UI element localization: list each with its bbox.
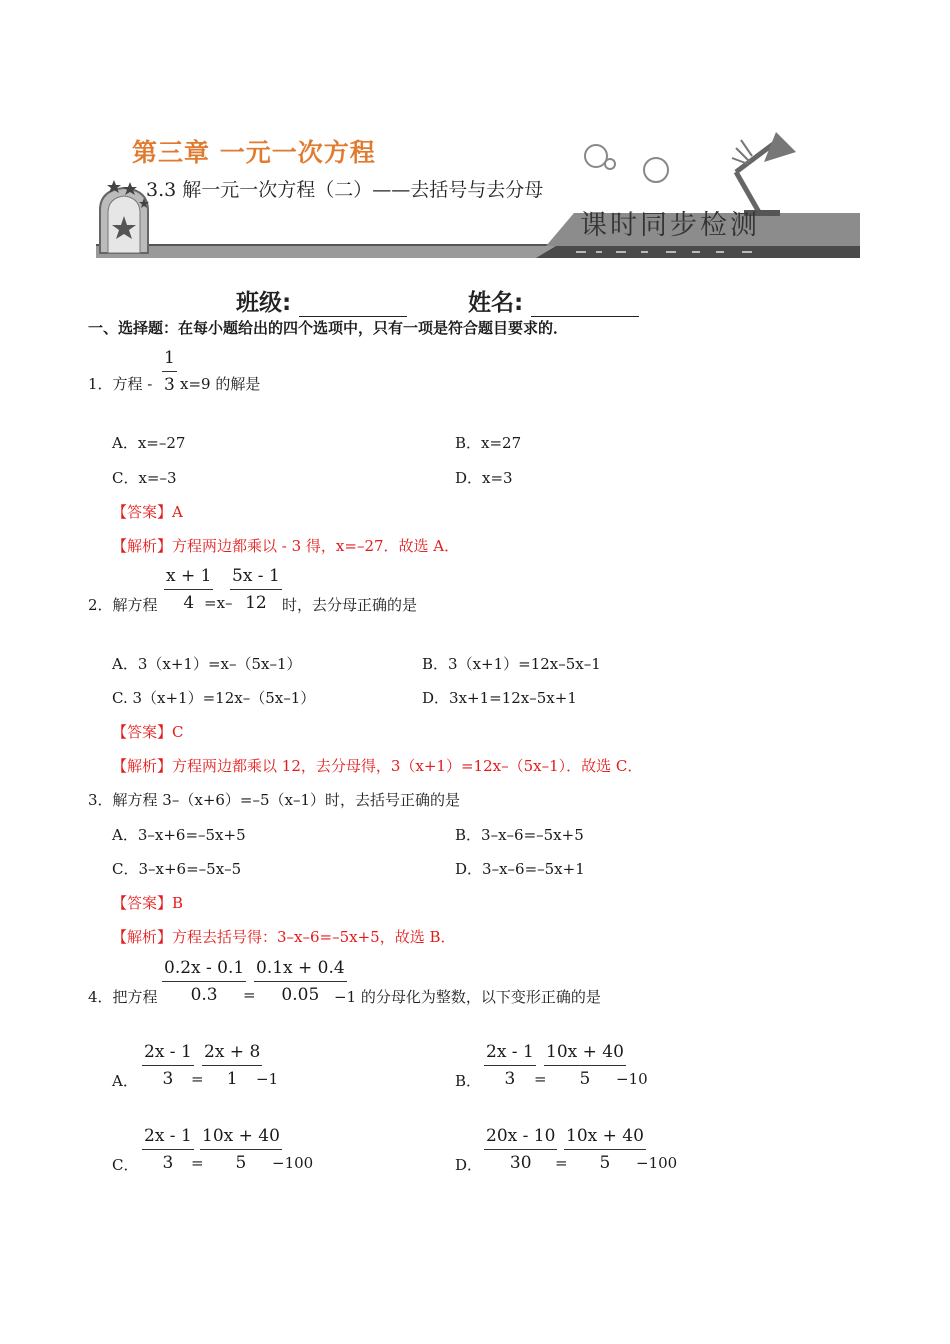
q1-answer: 【答案】A xyxy=(112,503,183,521)
q4-a-d2: 1 xyxy=(226,1069,238,1089)
q4-b-d1: 3 xyxy=(504,1069,516,1089)
q3-analysis: 【解析】方程去括号得：3–x–6=–5x+5，故选 B． xyxy=(112,928,456,946)
q2-number: 2．解方程 xyxy=(88,596,158,614)
q1-option-c[interactable]: C．x=–3 xyxy=(112,469,177,487)
q4-f1-num: 0.2x - 0.1 xyxy=(164,958,245,978)
q2-option-c[interactable]: C. 3（x+1）=12x–（5x–1） xyxy=(112,689,316,707)
q4-a-frac-2 xyxy=(202,1042,262,1089)
q4-option-a-label[interactable]: A． xyxy=(112,1072,138,1090)
q4-c-frac-1 xyxy=(142,1126,194,1173)
chapter-title: 第三章 一元一次方程 xyxy=(132,138,376,167)
class-label: 班级: xyxy=(236,290,292,316)
q4-c-n1: 2x - 1 xyxy=(144,1126,192,1146)
q3-option-d[interactable]: D．3–x–6=–5x+1 xyxy=(455,860,585,878)
q1-frac-den: 3 xyxy=(164,375,175,395)
q4-c-n2: 10x + 40 xyxy=(202,1126,280,1146)
section-heading: 一、选择题：在每小题给出的四个选项中，只有一项是符合题目要求的． xyxy=(88,319,569,337)
name-field[interactable] xyxy=(468,284,639,317)
q4-option-c-label[interactable]: C． xyxy=(112,1156,139,1174)
name-label: 姓名: xyxy=(468,290,524,316)
q4-b-eq: = xyxy=(534,1070,547,1088)
q3-stem: 3．解方程 3–（x+6）=–5（x–1）时，去括号正确的是 xyxy=(88,791,461,809)
q4-f2-num: 0.1x + 0.4 xyxy=(256,958,345,978)
q4-d-n2: 10x + 40 xyxy=(566,1126,644,1146)
q2-option-b[interactable]: B．3（x+1）=12x–5x–1 xyxy=(422,655,601,673)
q4-fraction-2 xyxy=(254,958,347,1005)
q4-number: 4．把方程 xyxy=(88,988,158,1006)
q3-option-c[interactable]: C．3–x+6=–5x–5 xyxy=(112,860,242,878)
q4-option-b-label[interactable]: B． xyxy=(455,1072,482,1090)
q2-f1-num: x + 1 xyxy=(166,566,212,586)
q3-option-a[interactable]: A．3–x+6=–5x+5 xyxy=(112,826,246,844)
q2-f2-num: 5x - 1 xyxy=(232,566,280,586)
q2-tail: 时，去分母正确的是 xyxy=(282,596,418,614)
q4-d-tail: −100 xyxy=(636,1154,678,1172)
q2-answer: 【答案】C xyxy=(112,723,184,741)
q4-d-d2: 5 xyxy=(599,1153,611,1173)
q4-f1-den: 0.3 xyxy=(190,985,218,1005)
q2-fraction-2 xyxy=(230,566,282,613)
q2-option-a[interactable]: A．3（x+1）=x–（5x–1） xyxy=(112,655,302,673)
q4-a-n1: 2x - 1 xyxy=(144,1042,192,1062)
q4-tail: −1 的分母化为整数，以下变形正确的是 xyxy=(334,988,601,1006)
q2-f2-den: 12 xyxy=(245,593,267,613)
q4-d-d1: 30 xyxy=(509,1153,532,1173)
q4-eq: = xyxy=(243,986,256,1004)
q1-frac-num: 1 xyxy=(164,348,175,368)
q2-f1-den: 4 xyxy=(183,593,195,613)
q4-c-frac-2 xyxy=(200,1126,282,1173)
q1-option-a[interactable]: A．x=–27 xyxy=(112,434,186,452)
q4-b-frac-1 xyxy=(484,1042,536,1089)
q4-a-d1: 3 xyxy=(162,1069,174,1089)
q4-c-d1: 3 xyxy=(162,1153,174,1173)
q4-f2-den: 0.05 xyxy=(281,985,320,1005)
q4-d-frac-2 xyxy=(564,1126,646,1173)
q2-option-d[interactable]: D．3x+1=12x–5x+1 xyxy=(422,689,577,707)
q2-analysis: 【解析】方程两边都乘以 12，去分母得，3（x+1）=12x–（5x–1）．故选 C． xyxy=(112,757,643,775)
q4-b-n1: 2x - 1 xyxy=(486,1042,534,1062)
q4-option-d-label[interactable]: D． xyxy=(455,1156,483,1174)
q4-b-d2: 5 xyxy=(579,1069,591,1089)
q4-b-n2: 10x + 40 xyxy=(546,1042,624,1062)
q4-b-tail: −10 xyxy=(616,1070,648,1088)
q4-c-d2: 5 xyxy=(235,1153,247,1173)
q4-a-frac-1 xyxy=(142,1042,194,1089)
badge-title: 课时同步检测 xyxy=(580,210,760,241)
q1-analysis: 【解析】方程两边都乘以 - 3 得，x=–27．故选 A． xyxy=(112,537,460,555)
q4-c-tail: −100 xyxy=(272,1154,314,1172)
class-field[interactable] xyxy=(236,284,407,317)
q4-d-n1: 20x - 10 xyxy=(486,1126,556,1146)
q4-a-eq: = xyxy=(191,1070,204,1088)
q4-c-eq: = xyxy=(191,1154,204,1172)
q4-a-tail: −1 xyxy=(256,1070,279,1088)
q1-number: 1．方程 - xyxy=(88,375,153,393)
q3-option-b[interactable]: B．3–x–6=–5x+5 xyxy=(455,826,584,844)
q4-b-frac-2 xyxy=(544,1042,626,1089)
q4-fraction-1 xyxy=(162,958,246,1005)
q3-answer: 【答案】B xyxy=(112,894,184,912)
q1-tail: x=9 的解是 xyxy=(180,375,261,393)
q4-d-frac-1 xyxy=(484,1126,557,1173)
q4-a-n2: 2x + 8 xyxy=(204,1042,261,1062)
q1-option-b[interactable]: B．x=27 xyxy=(455,434,522,452)
q2-mid: =x– xyxy=(204,594,233,612)
q1-fraction xyxy=(162,348,177,395)
q1-option-d[interactable]: D．x=3 xyxy=(455,469,513,487)
section-title: 3.3 解一元一次方程（二）——去括号与去分母 xyxy=(146,179,544,201)
q4-d-eq: = xyxy=(555,1154,568,1172)
